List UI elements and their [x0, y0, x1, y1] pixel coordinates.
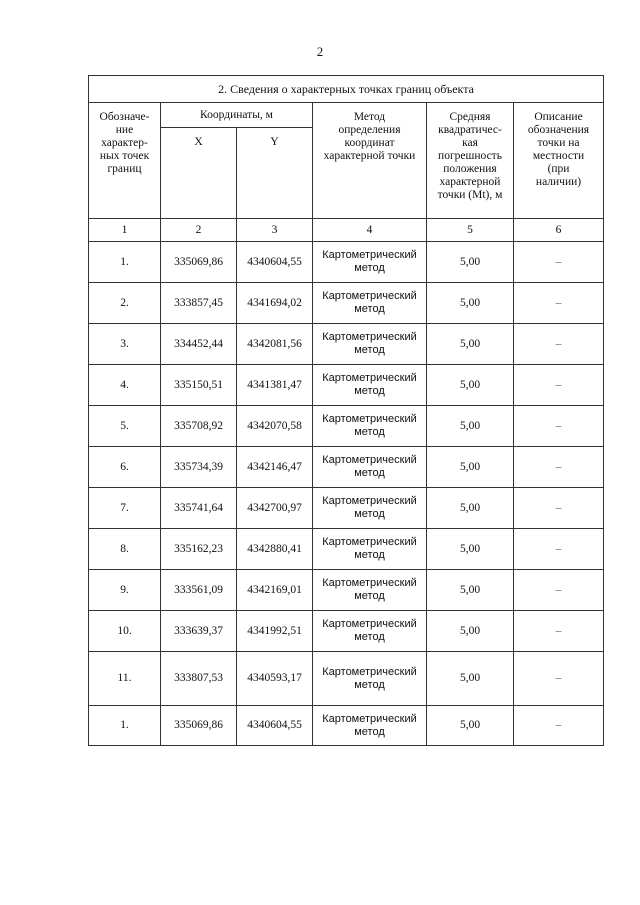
header-coordinates: Координаты, м: [161, 103, 313, 128]
column-number: 3: [237, 219, 313, 242]
table-row: [89, 365, 604, 406]
coordinate-x: 335734,39: [161, 447, 237, 488]
header-y: Y: [237, 128, 313, 219]
method-cell: Картометрический метод: [313, 406, 427, 447]
point-number: 4.: [89, 365, 161, 406]
method-cell: Картометрический метод: [313, 529, 427, 570]
method-cell: Картометрический метод: [313, 283, 427, 324]
description-cell: –: [514, 706, 604, 746]
point-number: 5.: [89, 406, 161, 447]
accuracy-cell: 5,00: [427, 406, 514, 447]
point-number: 7.: [89, 488, 161, 529]
accuracy-cell: 5,00: [427, 488, 514, 529]
point-number: 3.: [89, 324, 161, 365]
coordinate-y: 4340604,55: [237, 706, 313, 746]
coordinate-x: 334452,44: [161, 324, 237, 365]
header-method: Метод определения координат характерной точки: [313, 103, 427, 219]
coordinate-y: 4340593,17: [237, 652, 313, 706]
table-row: [89, 406, 604, 447]
coordinate-x: 335069,86: [161, 706, 237, 746]
column-number: 2: [161, 219, 237, 242]
coordinate-y: 4342169,01: [237, 570, 313, 611]
coordinate-y: 4342880,41: [237, 529, 313, 570]
coordinate-x: 335069,86: [161, 242, 237, 283]
description-cell: –: [514, 406, 604, 447]
accuracy-cell: 5,00: [427, 447, 514, 488]
coordinate-y: 4341381,47: [237, 365, 313, 406]
point-number: 6.: [89, 447, 161, 488]
table-row: [89, 324, 604, 365]
coordinate-x: 333807,53: [161, 652, 237, 706]
coordinate-x: 335162,23: [161, 529, 237, 570]
accuracy-cell: 5,00: [427, 529, 514, 570]
accuracy-cell: 5,00: [427, 324, 514, 365]
coordinate-x: 333561,09: [161, 570, 237, 611]
column-numbers-row: [89, 219, 604, 242]
method-cell: Картометрический метод: [313, 447, 427, 488]
column-number: 4: [313, 219, 427, 242]
method-cell: Картометрический метод: [313, 365, 427, 406]
column-number: 6: [514, 219, 604, 242]
description-cell: –: [514, 365, 604, 406]
table-row: [89, 706, 604, 746]
header-point-designation: Обозначе- ние характер- ных точек границ: [89, 103, 161, 219]
accuracy-cell: 5,00: [427, 611, 514, 652]
accuracy-cell: 5,00: [427, 706, 514, 746]
coordinate-x: 335741,64: [161, 488, 237, 529]
coordinate-y: 4342700,97: [237, 488, 313, 529]
description-cell: –: [514, 242, 604, 283]
point-number: 8.: [89, 529, 161, 570]
coordinate-x: 333857,45: [161, 283, 237, 324]
description-cell: –: [514, 611, 604, 652]
point-number: 2.: [89, 283, 161, 324]
coordinate-x: 335150,51: [161, 365, 237, 406]
accuracy-cell: 5,00: [427, 570, 514, 611]
description-cell: –: [514, 283, 604, 324]
table-row: [89, 570, 604, 611]
header-description: Описание обозначения точки на местности (при наличии): [514, 103, 604, 219]
point-number: 1.: [89, 706, 161, 746]
method-cell: Картометрический метод: [313, 652, 427, 706]
accuracy-cell: 5,00: [427, 242, 514, 283]
header-x: X: [161, 128, 237, 219]
description-cell: –: [514, 652, 604, 706]
coordinate-y: 4342070,58: [237, 406, 313, 447]
column-number: 1: [89, 219, 161, 242]
point-number: 11.: [89, 652, 161, 706]
method-cell: Картометрический метод: [313, 570, 427, 611]
coordinate-y: 4341694,02: [237, 283, 313, 324]
coordinate-x: 335708,92: [161, 406, 237, 447]
description-cell: –: [514, 488, 604, 529]
method-cell: Картометрический метод: [313, 324, 427, 365]
boundary-points-table: [88, 75, 604, 746]
method-cell: Картометрический метод: [313, 488, 427, 529]
coordinate-y: 4341992,51: [237, 611, 313, 652]
point-number: 9.: [89, 570, 161, 611]
table-row: [89, 283, 604, 324]
table-row: [89, 611, 604, 652]
accuracy-cell: 5,00: [427, 283, 514, 324]
page-number: 2: [316, 44, 324, 59]
method-cell: Картометрический метод: [313, 706, 427, 746]
description-cell: –: [514, 447, 604, 488]
table-row: [89, 488, 604, 529]
table-row: [89, 447, 604, 488]
description-cell: –: [514, 570, 604, 611]
description-cell: –: [514, 324, 604, 365]
point-number: 1.: [89, 242, 161, 283]
coordinate-y: 4342146,47: [237, 447, 313, 488]
accuracy-cell: 5,00: [427, 652, 514, 706]
method-cell: Картометрический метод: [313, 242, 427, 283]
table-body: [89, 242, 604, 746]
coordinate-y: 4342081,56: [237, 324, 313, 365]
table-row: [89, 242, 604, 283]
header-accuracy: Средняя квадратичес- кая погрешность положения характерной точки (Mt), м: [427, 103, 514, 219]
accuracy-cell: 5,00: [427, 365, 514, 406]
method-cell: Картометрический метод: [313, 611, 427, 652]
point-number: 10.: [89, 611, 161, 652]
table-title: 2. Сведения о характерных точках границ объекта: [89, 76, 604, 103]
table-row: [89, 529, 604, 570]
column-number: 5: [427, 219, 514, 242]
description-cell: –: [514, 529, 604, 570]
coordinate-y: 4340604,55: [237, 242, 313, 283]
coordinate-x: 333639,37: [161, 611, 237, 652]
table-row: [89, 652, 604, 706]
